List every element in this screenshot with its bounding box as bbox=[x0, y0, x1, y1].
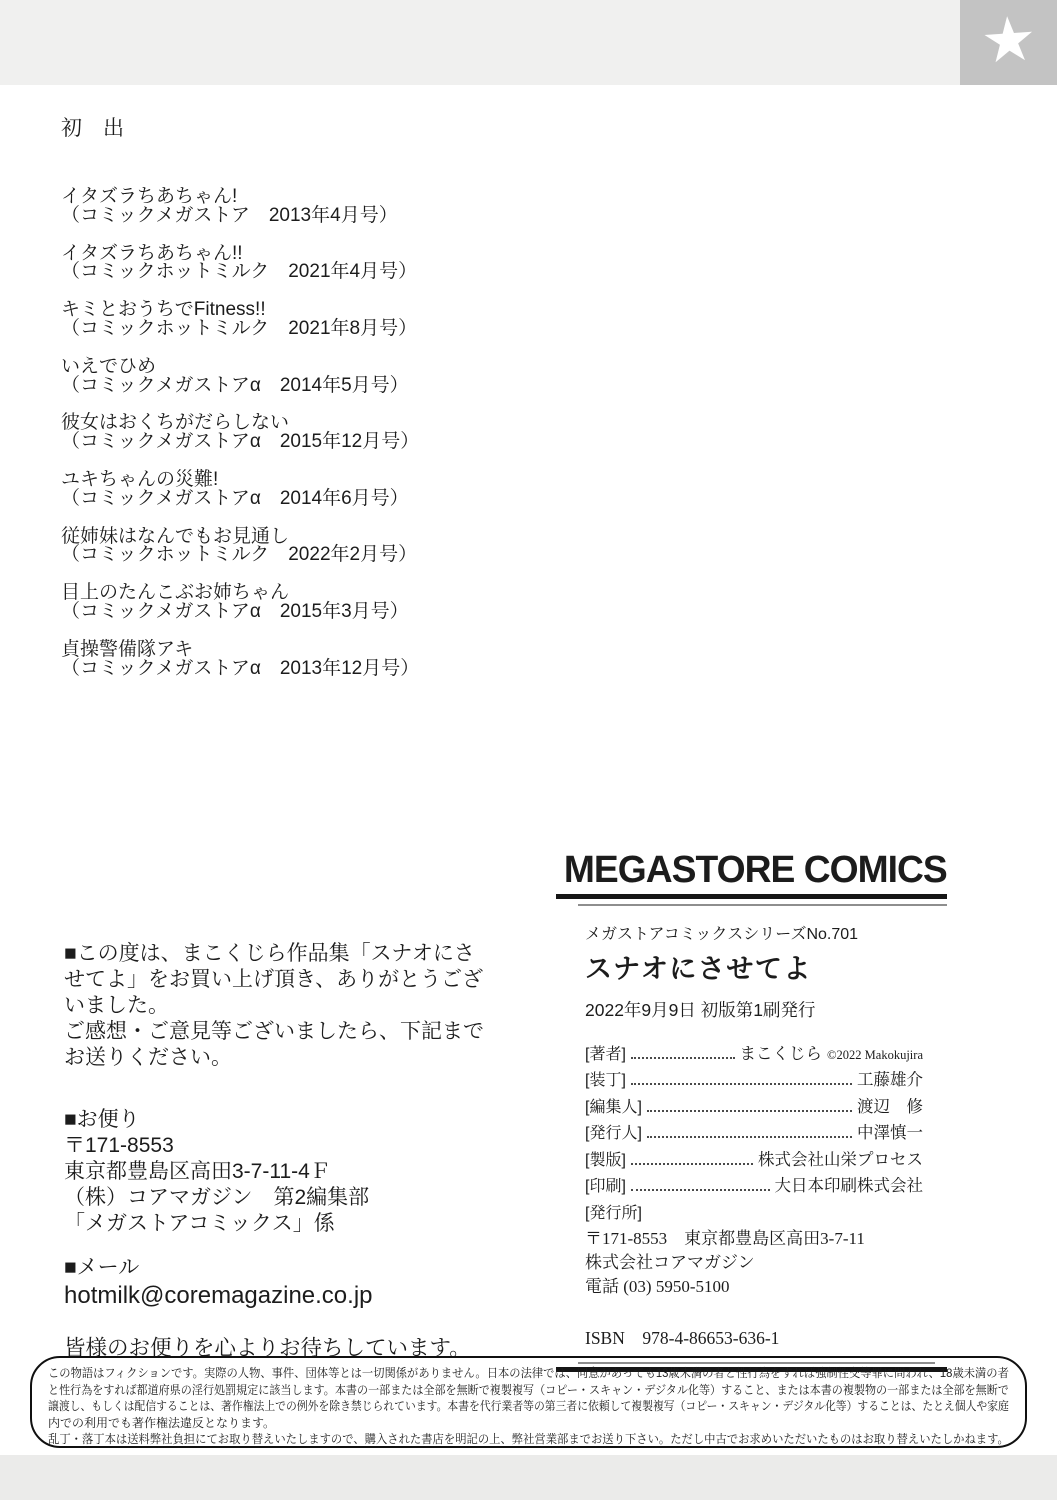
star-icon: ★ bbox=[978, 4, 1039, 77]
edition-date: 2022年9月9日 初版第1刷発行 bbox=[585, 999, 816, 1020]
publication-list bbox=[61, 188, 531, 678]
entry-title: キミとおうちでFitness!! bbox=[61, 299, 266, 321]
entry-title: いえでひめ bbox=[61, 355, 157, 377]
credit-row bbox=[585, 1146, 923, 1173]
legal-line: と性行為をすれば都道府県の淫行処罰規定に該当します。本書の一部または全部を無断で複製複写（コピー・スキャン・デジタル化等）すること、または本書の複製物の一部または全部を無断で bbox=[48, 1382, 1009, 1397]
entry-source: （コミックメガストアα 2015年12月号） bbox=[61, 431, 420, 453]
entry-title: イタズラちあちゃん! bbox=[61, 186, 238, 207]
mail-line: 東京都豊島区高田3-7-11-4Ｆ bbox=[64, 1160, 331, 1183]
colophon-body bbox=[585, 921, 947, 1351]
entry-title: 貞操警備隊アキ bbox=[61, 638, 194, 660]
legal-line: 譲渡し、もしくは配信することは、著作権法上での例外を除き禁じられています。本書を代行業者等の第三者に依頼して複製複写（コピー・スキャン・デジタル化等）することは、たとえ個人や家庭 bbox=[48, 1399, 1009, 1414]
colophon-section bbox=[556, 851, 947, 1372]
credit-row bbox=[585, 1093, 923, 1120]
credit-leader bbox=[631, 1163, 753, 1165]
credit-name: 大日本印刷株式会社 bbox=[774, 1177, 923, 1195]
thanks-line: せてよ」をお買い上げ頂き、ありがとうござ bbox=[64, 968, 484, 991]
legal-box bbox=[30, 1356, 1027, 1448]
mail-line: （株）コアマガジン 第2編集部 bbox=[64, 1186, 370, 1209]
credit-leader bbox=[631, 1189, 770, 1191]
thanks-line: ■この度は、まこくじら作品集「スナオにさ bbox=[64, 942, 475, 965]
entry-source: （コミックメガストアα 2013年12月号） bbox=[61, 657, 420, 679]
thanks-line: いました。 bbox=[64, 994, 169, 1017]
rule-thin-top bbox=[578, 904, 947, 906]
credit-row bbox=[585, 1119, 923, 1146]
publication-entry bbox=[61, 188, 531, 226]
publisher-line: 〒171-8553 東京都豊島区高田3-7-11 bbox=[585, 1229, 865, 1248]
email-block bbox=[64, 1255, 550, 1311]
entry-source: （コミックホットミルク 2021年4月号） bbox=[61, 261, 418, 283]
credit-label: [著者] bbox=[585, 1045, 626, 1063]
credit-leader bbox=[647, 1136, 852, 1138]
credit-name: 工藤雄介 bbox=[857, 1071, 923, 1089]
credit-label: [装丁] bbox=[585, 1072, 626, 1089]
publication-entry bbox=[61, 525, 531, 566]
credit-leader bbox=[631, 1083, 852, 1085]
entry-source: （コミックメガストアα 2014年6月号） bbox=[61, 487, 409, 509]
entry-title: 彼女はおくちがだらしない bbox=[61, 412, 290, 434]
credit-label: [編集人] bbox=[585, 1098, 642, 1116]
publisher-lines bbox=[585, 1227, 947, 1299]
first-publication-section bbox=[61, 112, 531, 697]
credits-list bbox=[585, 1040, 923, 1226]
legal-line: 内での利用でも著作権法違反となります。 bbox=[48, 1415, 276, 1430]
publisher-line: 株式会社コアマガジン bbox=[585, 1253, 755, 1272]
credit-leader bbox=[647, 1110, 852, 1112]
closing-note: 皆様のお便りを心よりお待ちしています。 bbox=[64, 1336, 471, 1360]
entry-source: （コミックメガストア 2013年4月号） bbox=[61, 204, 398, 226]
entry-title: ユキちゃんの災難! bbox=[61, 468, 219, 490]
corner-square bbox=[960, 0, 1057, 85]
credit-row bbox=[585, 1172, 923, 1199]
mail-line: 〒171-8553 bbox=[64, 1134, 174, 1157]
email-address: hotmilk@coremagazine.co.jp bbox=[64, 1282, 373, 1309]
publication-entry bbox=[61, 301, 531, 339]
credit-row bbox=[585, 1040, 923, 1067]
top-gray-band bbox=[0, 0, 1057, 85]
publication-entry bbox=[61, 414, 531, 452]
entry-title: 従姉妹はなんでもお見通し bbox=[61, 525, 290, 547]
section-heading: 初 出 bbox=[61, 117, 124, 140]
thanks-line: ご感想・ご意見等ございましたら、下記まで bbox=[64, 1020, 484, 1043]
publication-entry bbox=[61, 355, 531, 396]
credit-copyright: ©2022 Makokujira bbox=[827, 1047, 923, 1062]
book-title: スナオにさせてよ bbox=[585, 953, 812, 984]
publisher-label: [発行所] bbox=[585, 1205, 642, 1223]
mail-line: 「メガストアコミックス」係 bbox=[64, 1212, 335, 1235]
credit-name: 渡辺 修 bbox=[857, 1097, 923, 1116]
entry-source: （コミックホットミルク 2021年8月号） bbox=[61, 317, 418, 339]
legal-line: この物語はフィクションです。実際の人物、事件、団体等とは一切関係がありません。日本の法律では、同意があっても13歳未満の者と性行為をすれば強制性交等罪に問われ、18歳未満の者 bbox=[48, 1366, 1009, 1380]
series-number: メガストアコミックスシリーズNo.701 bbox=[585, 925, 859, 943]
mail-heading: ■お便り bbox=[64, 1108, 140, 1131]
entry-title: イタズラちあちゃん!! bbox=[61, 242, 243, 264]
publisher-line: 電話 (03) 5950-5100 bbox=[585, 1277, 730, 1296]
credit-leader bbox=[631, 1057, 735, 1059]
credit-name: 中澤慎一 bbox=[857, 1124, 923, 1142]
isbn: ISBN 978-4-86653-636-1 bbox=[585, 1328, 780, 1348]
brand-logo: MEGASTORE COMICS bbox=[563, 849, 947, 891]
publication-entry bbox=[61, 638, 531, 679]
reader-note-section bbox=[64, 941, 550, 1361]
rule-thick-top bbox=[556, 894, 947, 899]
credit-label: [製版] bbox=[585, 1151, 626, 1169]
credit-name: まこくじら bbox=[739, 1044, 823, 1063]
entry-source: （コミックメガストアα 2015年3月号） bbox=[61, 600, 409, 622]
publication-entry bbox=[61, 584, 531, 622]
bottom-gray-band bbox=[0, 1455, 1057, 1500]
credit-row bbox=[585, 1066, 923, 1093]
mail-address-block bbox=[64, 1107, 550, 1237]
legal-line: 乱丁・落丁本は送料弊社負担にてお取り替えいたしますので、購入された書店を明記の上、弊社営業部までお送り下さい。ただし中古でお求めいただいたものはお取り替えいたしかねます。 bbox=[48, 1432, 1009, 1447]
credit-label: [印刷] bbox=[585, 1178, 626, 1195]
entry-source: （コミックメガストアα 2014年5月号） bbox=[61, 374, 409, 396]
thanks-paragraph bbox=[64, 941, 550, 1071]
email-heading: ■メール bbox=[64, 1256, 140, 1279]
entry-title: 目上のたんこぶお姉ちゃん bbox=[61, 582, 290, 604]
credit-name: 株式会社山栄プロセス bbox=[758, 1150, 923, 1169]
thanks-line: お送りください。 bbox=[64, 1046, 232, 1069]
publication-entry bbox=[61, 468, 531, 509]
entry-source: （コミックホットミルク 2022年2月号） bbox=[61, 544, 418, 566]
publication-entry bbox=[61, 242, 531, 283]
credit-label: [発行人] bbox=[585, 1125, 642, 1142]
